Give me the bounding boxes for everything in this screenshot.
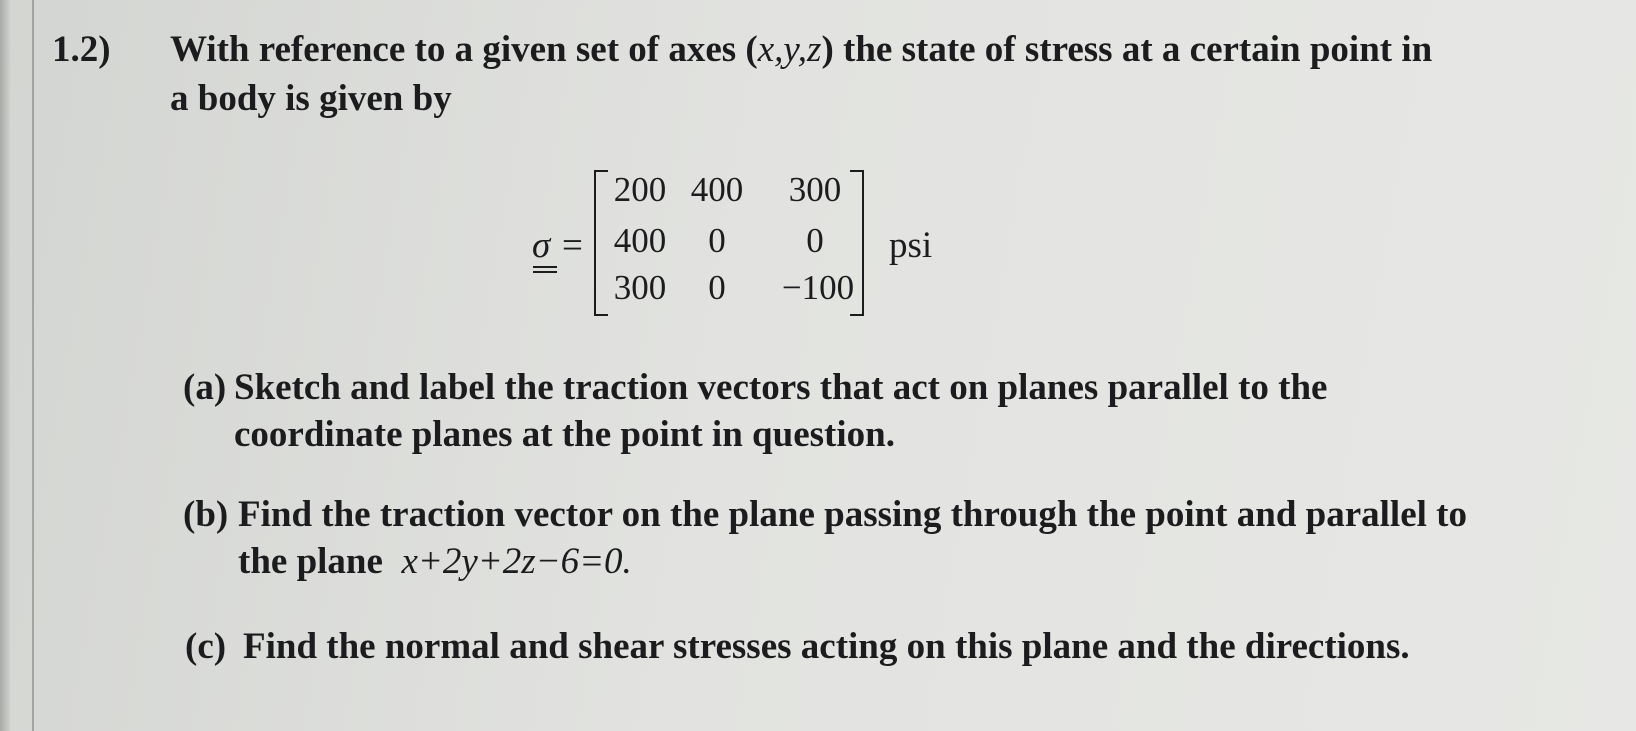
question-text-a: With reference to a given set of axes ( [170, 29, 758, 70]
question-line-2: a body is given by [170, 78, 452, 119]
part-b-line-1: Find the traction vector on the plane passing through the point and parallel to [238, 494, 1467, 535]
part-c-line-1: Find the normal and shear stresses acting on this plane and the directions. [243, 626, 1410, 667]
sigma-symbol: σ [532, 225, 551, 266]
equals-sign: = [562, 225, 583, 266]
margin-line [32, 0, 34, 731]
part-b-line-2 [238, 540, 632, 583]
part-b-label: (b) [183, 494, 229, 535]
matrix-cell: −100 [781, 268, 855, 307]
part-a-line-1: Sketch and label the traction vectors that act on planes parallel to the [234, 367, 1328, 408]
unit-label: psi [889, 225, 933, 266]
matrix-cell: 300 [788, 170, 842, 209]
part-a-label: (a) [183, 367, 227, 408]
matrix-cell: 300 [613, 268, 667, 307]
question-text-b: ) the state of stress at a certain point in [821, 29, 1433, 70]
matrix-cell: 200 [613, 170, 667, 209]
matrix-cell: 0 [708, 221, 726, 260]
matrix-cell: 400 [613, 221, 667, 260]
part-c-label: (c) [185, 626, 227, 667]
tensor-underline-2 [533, 271, 557, 273]
matrix-cell: 0 [708, 268, 726, 307]
axes-variables: x,y,z [757, 29, 822, 70]
plane-equation: x+2y+2z−6=0. [401, 541, 632, 582]
part-b-plane-text: the plane [238, 541, 383, 582]
tensor-underline-1 [533, 266, 557, 268]
question-line-1 [170, 28, 1432, 71]
page-edge [0, 0, 10, 731]
part-a-line-2: coordinate planes at the point in question. [234, 414, 895, 455]
question-number: 1.2) [52, 29, 111, 70]
matrix-cell: 0 [806, 221, 824, 260]
matrix-cell: 400 [690, 170, 744, 209]
